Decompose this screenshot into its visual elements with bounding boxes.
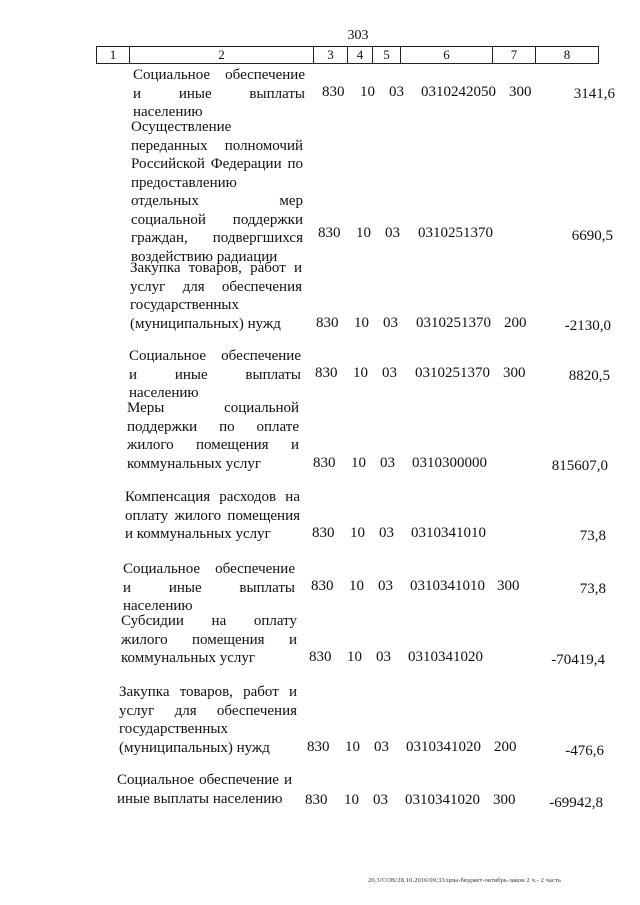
row-description: Субсидии на оплату жилого помещения и коммунальных услуг <box>121 613 297 666</box>
header-col-8: 8 <box>535 47 598 63</box>
row-col-4: 10 <box>344 792 359 808</box>
row-col-5: 03 <box>378 578 393 594</box>
row-amount: 73,8 <box>579 581 606 597</box>
row-amount: 6690,5 <box>571 228 613 244</box>
row-col-4: 10 <box>350 525 365 541</box>
row-description: Меры социальной поддержки по оплате жилого помещения и коммунальных услуг <box>127 400 299 472</box>
row-amount: -69942,8 <box>549 795 603 811</box>
row-col-4: 10 <box>356 225 371 241</box>
header-col-7: 7 <box>492 47 535 63</box>
row-col-5: 03 <box>379 525 394 541</box>
row-description: Закупка товаров, работ и услуг для обеспечения государственных (муниципальных) нужд <box>119 684 297 756</box>
row-col-6: 0310341010 <box>410 578 485 594</box>
row-amount: 815607,0 <box>551 458 608 474</box>
header-col-3: 3 <box>313 47 347 63</box>
row-col-5: 03 <box>376 649 391 665</box>
row-col-7: 200 <box>504 315 527 331</box>
row-col-3: 830 <box>318 225 341 241</box>
row-col-3: 830 <box>316 315 339 331</box>
row-col-3: 830 <box>322 84 345 100</box>
row-col-7: 300 <box>497 578 520 594</box>
row-description: Социальное обеспечение и иные выплаты населению <box>117 772 292 807</box>
row-col-4: 10 <box>354 315 369 331</box>
row-description: Компенсация расходов на оплату жилого помещения и коммунальных услуг <box>125 489 300 542</box>
row-amount: 8820,5 <box>568 368 610 384</box>
row-amount: -476,6 <box>565 743 604 759</box>
row-col-6: 0310242050 <box>421 84 496 100</box>
row-amount: 73,8 <box>579 528 606 544</box>
row-col-5: 03 <box>380 455 395 471</box>
row-col-6: 0310341010 <box>411 525 486 541</box>
row-col-3: 830 <box>312 525 335 541</box>
row-description: Осуществление переданных полномочий Российской Федерации по предоставлению отдельных мер социальной поддержки граждан, подвергшихся воздействию радиации <box>131 119 303 265</box>
row-col-5: 03 <box>389 84 404 100</box>
row-amount: -2130,0 <box>564 318 611 334</box>
row-col-6: 0310251370 <box>416 315 491 331</box>
row-col-6: 0310251370 <box>415 365 490 381</box>
header-col-2: 2 <box>129 47 313 63</box>
row-col-7: 300 <box>509 84 532 100</box>
row-col-6: 0310251370 <box>418 225 493 241</box>
row-col-6: 0310341020 <box>408 649 483 665</box>
row-col-3: 830 <box>311 578 334 594</box>
row-col-6: 0310341020 <box>406 739 481 755</box>
row-col-5: 03 <box>385 225 400 241</box>
row-col-4: 10 <box>347 649 362 665</box>
row-col-4: 10 <box>353 365 368 381</box>
row-col-3: 830 <box>313 455 336 471</box>
row-col-7: 300 <box>493 792 516 808</box>
row-description: Социальное обеспечение и иные выплаты населению <box>129 348 301 401</box>
row-description: Социальное обеспечение и иные выплаты населению <box>133 67 305 120</box>
row-col-6: 0310341020 <box>405 792 480 808</box>
row-col-3: 830 <box>307 739 330 755</box>
row-amount: 3141,6 <box>573 86 615 102</box>
row-col-5: 03 <box>374 739 389 755</box>
row-col-3: 830 <box>309 649 332 665</box>
row-col-7: 200 <box>494 739 517 755</box>
header-col-1: 1 <box>109 47 117 62</box>
row-col-3: 830 <box>315 365 338 381</box>
header-col-5: 5 <box>372 47 400 63</box>
row-description: Закупка товаров, работ и услуг для обеспечения государственных (муниципальных) нужд <box>130 260 302 332</box>
row-col-6: 0310300000 <box>412 455 487 471</box>
table-header <box>96 46 599 64</box>
row-col-5: 03 <box>383 315 398 331</box>
row-col-7: 300 <box>503 365 526 381</box>
page-number: 303 <box>347 28 369 43</box>
row-col-4: 10 <box>345 739 360 755</box>
row-col-5: 03 <box>382 365 397 381</box>
footer-file-reference: 20.3/СОВ/28.10.2016/09:33/цпы-бюджет-октябрь-закон 2 ч.- 2 часть <box>368 877 562 884</box>
row-col-5: 03 <box>373 792 388 808</box>
row-amount: -70419,4 <box>551 652 605 668</box>
row-col-4: 10 <box>351 455 366 471</box>
header-col-6: 6 <box>400 47 492 63</box>
row-col-4: 10 <box>360 84 375 100</box>
row-col-4: 10 <box>349 578 364 594</box>
header-col-4: 4 <box>347 47 372 63</box>
row-description: Социальное обеспечение и иные выплаты населению <box>123 561 295 614</box>
row-col-3: 830 <box>305 792 328 808</box>
